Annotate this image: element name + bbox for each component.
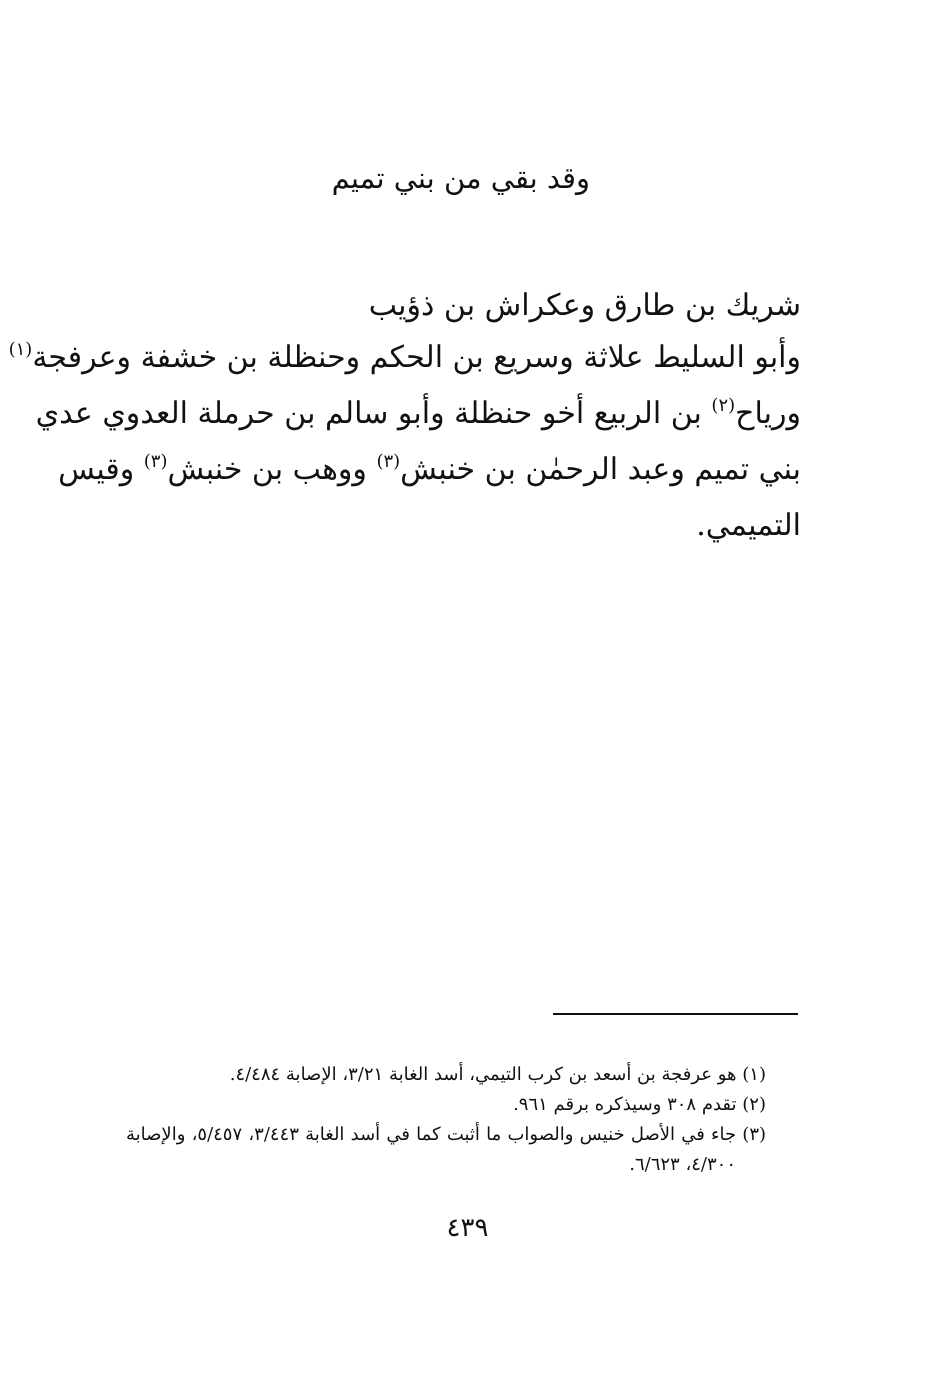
footnote-1: (١) هو عرفجة بن أسعد بن كرب التيمي، أسد الغابة ٣/٢١، الإصابة ٤/٤٨٤. xyxy=(229,1064,766,1085)
footnotes xyxy=(126,1060,766,1180)
footnote-3: (٣) جاء في الأصل خنيس والصواب ما أثبت كما في أسد الغابة ٣/٤٤٣، ٥/٤٥٧، والإصابة xyxy=(126,1124,767,1145)
body-line-1 xyxy=(126,280,801,332)
body-line-1-text: شريك بن طارق وعكراش بن ذؤيب xyxy=(368,288,801,323)
body-text xyxy=(8,280,801,552)
footnote-ref-3b[interactable]: (٣) xyxy=(143,451,168,472)
page-number: ٤٣٩ xyxy=(446,1213,489,1243)
body-line-2-text: وأبو السليط علاثة وسريع بن الحكم وحنظلة بن خشفة وعرفجة xyxy=(32,340,801,375)
body-line-2 xyxy=(8,332,801,388)
body-line-4 xyxy=(58,444,801,500)
body-line-4-text: بني تميم وعبد الرحمٰن بن خنبش xyxy=(400,452,801,487)
footnote-ref-2[interactable]: (٢) xyxy=(711,395,736,416)
body-line-4-after: ووهب بن خنبش xyxy=(167,452,377,487)
footnote-3-continuation: ٤/٣٠٠، ٦/٦٢٣. xyxy=(629,1154,736,1175)
body-line-4-after2: وقيس xyxy=(58,452,144,487)
footnote-2: (٢) تقدم ٣٠٨ وسيذكره برقم ٩٦١. xyxy=(513,1094,766,1115)
body-line-5 xyxy=(126,500,801,552)
body-line-3-after: بن الربيع أخو حنظلة وأبو سالم بن حرملة العدوي عدي xyxy=(35,396,712,431)
footnote-ref-3a[interactable]: (٣) xyxy=(376,451,401,472)
body-line-3-text: ورياح xyxy=(735,396,801,431)
body-line-5-text: التميمي. xyxy=(696,508,801,543)
footnote-separator xyxy=(553,1013,798,1015)
page-heading: وقد بقي من بني تميم xyxy=(331,161,590,195)
footnote-ref-1[interactable]: (١) xyxy=(8,339,33,360)
body-line-3 xyxy=(35,388,801,444)
